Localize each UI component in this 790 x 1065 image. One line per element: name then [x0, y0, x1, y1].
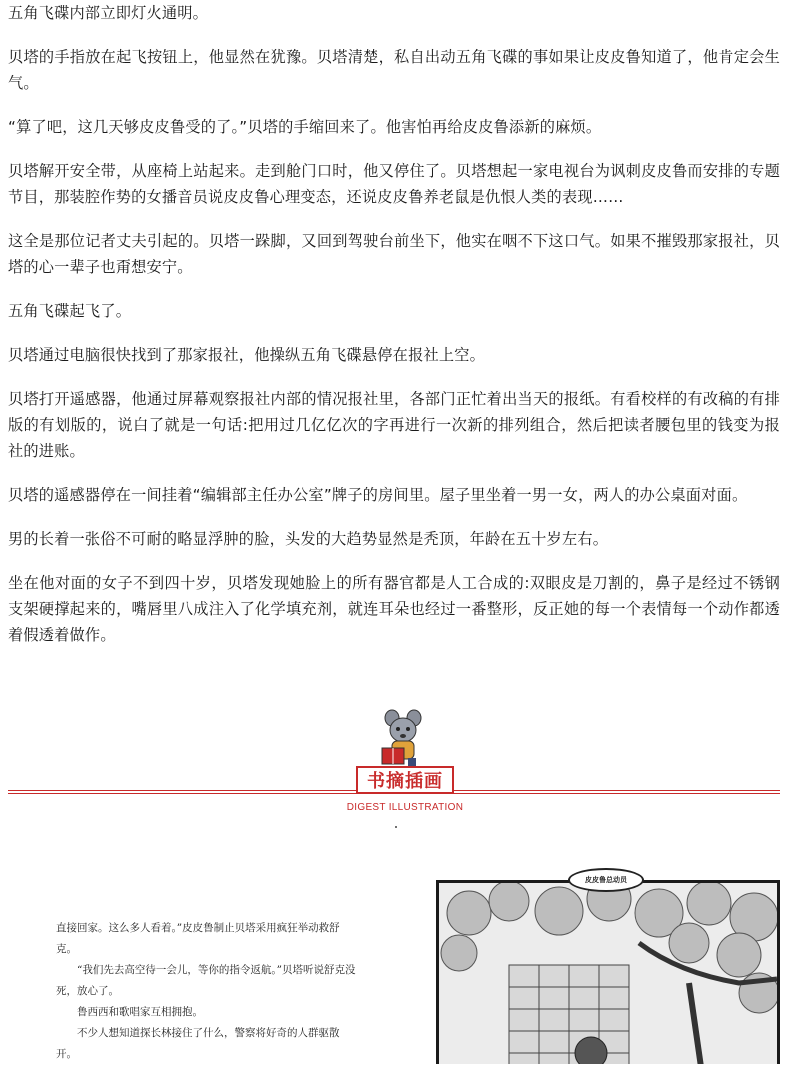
paragraph: 五角飞碟内部立即灯火通明。	[8, 4, 209, 22]
badge-title: 书摘插画	[367, 771, 443, 792]
scan-line: 不少人想知道探长林接住了什么，警察将好奇的人群驱散开。	[56, 1027, 340, 1060]
paragraph: 坐在他对面的女子不到四十岁，贝塔发现她脸上的所有器官都是人工合成的:双眼皮是刀割的，鼻子是经过不锈钢支架硬撑起来的，嘴唇里八成注入了化学填充剂，就连耳朵也经过一番整形，反正她的每一个表情每一个动作都透着假透着做作。	[8, 574, 780, 644]
paragraph: 贝塔的手指放在起飞按钮上，他显然在犹豫。贝塔清楚，私自出动五角飞碟的事如果让皮皮鲁知道了，他肯定会生气。	[8, 48, 780, 92]
paragraph: 贝塔解开安全带，从座椅上站起来。走到舱门口时，他又停住了。贝塔想起一家电视台为讽刺皮皮鲁而安排的专题节目，那装腔作势的女播音员说皮皮鲁心理变态，还说皮皮鲁养老鼠是仇恨人类的表现……	[8, 162, 780, 206]
scan-line: 鲁西西和歌唱家互相拥抱。	[77, 1006, 203, 1018]
paragraph: 男的长着一张俗不可耐的略显浮肿的脸，头发的大趋势显然是秃顶，年龄在五十岁左右。	[8, 530, 609, 548]
scan-line: “我们先去高空待一会儿，等你的指令返航。”贝塔听说舒克没死，放心了。	[56, 964, 356, 997]
paragraph: 这全是那位记者丈夫引起的。贝塔一跺脚，又回到驾驶台前坐下，他实在咽不下这口气。如果不摧毁那家报社，贝塔的心一辈子也甭想安宁。	[8, 232, 780, 276]
comic-scene-image	[439, 883, 777, 1064]
paragraph: 五角飞碟起飞了。	[8, 302, 132, 320]
paragraph: 贝塔通过电脑很快找到了那家报社，他操纵五角飞碟悬停在报社上空。	[8, 346, 486, 364]
scan-line: 直接回家。这么多人看着。”皮皮鲁制止贝塔采用疯狂举动救舒克。	[56, 922, 340, 955]
comic-tag: 皮皮鲁总动员	[568, 868, 644, 892]
paragraph: 贝塔的遥感器停在一间挂着“编辑部主任办公室”牌子的房间里。屋子里坐着一男一女，两人的办公桌面对面。	[8, 486, 748, 504]
comic-illustration	[436, 880, 780, 1064]
scanned-book-text	[56, 918, 356, 1065]
badge-box	[356, 766, 454, 794]
mouse-mascot-icon	[364, 708, 440, 772]
article-body	[8, 0, 780, 666]
paragraph: “算了吧，这几天够皮皮鲁受的了。”贝塔的手缩回来了。他害怕再给皮皮鲁添新的麻烦。	[8, 118, 602, 136]
dot-mark	[395, 826, 397, 828]
paragraph: 贝塔打开遥感器，他通过屏幕观察报社内部的情况报社里，各部门正忙着出当天的报纸。有看校样的有改稿的有排版的有划版的，说白了就是一句话:把用过几亿亿次的字再进行一次新的排列组合，然后把读者腰包里的钱变为报社的进账。	[8, 390, 780, 460]
badge-subtitle: DIGEST ILLUSTRATION	[346, 802, 464, 813]
section-badge	[340, 708, 464, 813]
